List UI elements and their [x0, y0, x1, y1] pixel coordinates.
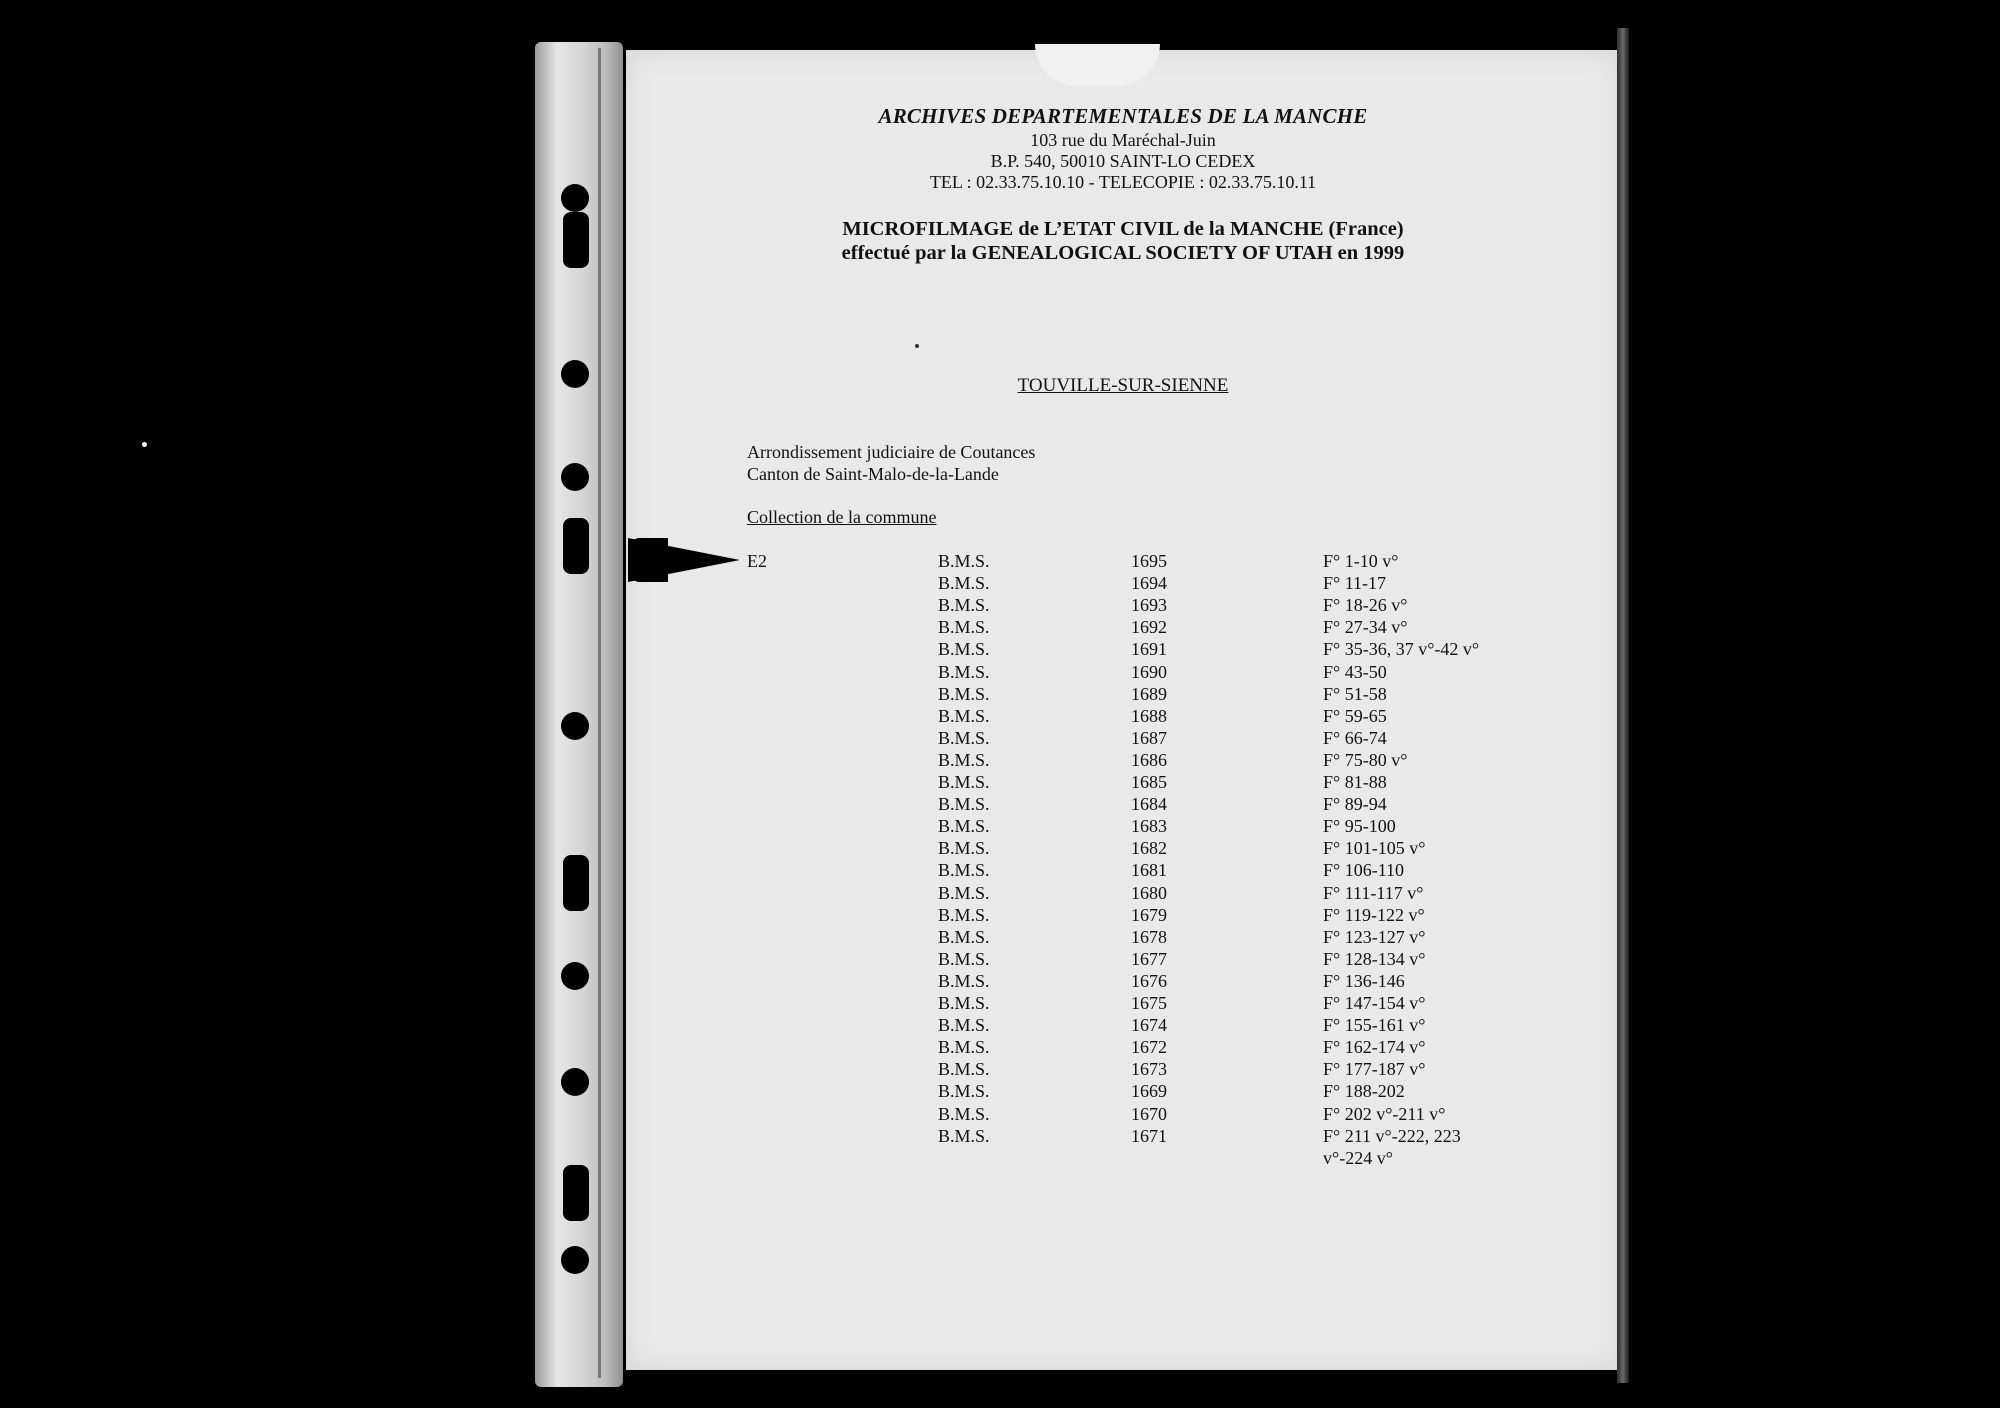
contact-line: TEL : 02.33.75.10.10 - TELECOPIE : 02.33.75.10.11: [929, 172, 1317, 192]
record-folio: F° 35-36, 37 v°-42 v°: [1323, 639, 1480, 660]
record-folio: F° 211 v°-222, 223: [1323, 1125, 1461, 1146]
record-type: B.M.S.: [938, 860, 990, 881]
record-type: B.M.S.: [938, 816, 990, 837]
record-folio: F° 111-117 v°: [1323, 882, 1424, 903]
record-folio: F° 59-65: [1323, 705, 1387, 726]
record-year: 1673: [1131, 1059, 1167, 1080]
record-folio: F° 188-202: [1323, 1081, 1405, 1102]
record-type: B.M.S.: [938, 926, 990, 947]
record-year: 1694: [1131, 573, 1167, 594]
punch-hole-slot: [563, 518, 589, 574]
record-year: 1677: [1131, 948, 1167, 969]
record-folio: F° 95-100: [1323, 816, 1396, 837]
punch-hole-round: [561, 463, 589, 491]
record-folio: F° 81-88: [1323, 772, 1387, 792]
record-year: 1680: [1131, 882, 1167, 903]
record-folio: F° 123-127 v°: [1323, 926, 1426, 947]
record-year: 1675: [1131, 993, 1167, 1013]
record-year: 1695: [1131, 551, 1167, 571]
record-year: 1682: [1131, 838, 1167, 859]
commune-name: TOUVILLE-SUR-SIENNE: [1017, 375, 1229, 396]
record-folio: F° 106-110: [1323, 860, 1405, 881]
punch-hole-slot: [563, 212, 589, 268]
record-type: B.M.S.: [938, 772, 990, 792]
record-type: B.M.S.: [938, 1103, 990, 1124]
record-year: 1692: [1131, 617, 1167, 638]
punch-hole-slot: [563, 1165, 589, 1221]
film-dust-speck: [142, 442, 147, 447]
record-year: 1686: [1131, 749, 1167, 770]
record-year: 1684: [1131, 794, 1167, 815]
record-type: B.M.S.: [938, 573, 990, 594]
record-type: B.M.S.: [938, 749, 990, 770]
record-type: B.M.S.: [938, 551, 990, 571]
microfilm-heading-1: MICROFILMAGE de L’ETAT CIVIL de la MANCHE (France): [842, 218, 1404, 240]
record-folio: F° 119-122 v°: [1323, 904, 1425, 925]
record-folio: F° 202 v°-211 v°: [1323, 1103, 1446, 1124]
record-folio: F° 89-94: [1323, 794, 1387, 815]
arrondissement: Arrondissement judiciaire de Coutances: [747, 442, 1036, 462]
record-type: B.M.S.: [938, 683, 990, 704]
punch-hole-round: [561, 712, 589, 740]
record-type: B.M.S.: [938, 639, 990, 660]
record-type: B.M.S.: [938, 1037, 990, 1058]
record-folio: F° 75-80 v°: [1323, 749, 1408, 770]
record-folio: F° 51-58: [1323, 683, 1387, 704]
archive-title: ARCHIVES DEPARTEMENTALES DE LA MANCHE: [878, 104, 1368, 128]
punch-hole-round: [561, 360, 589, 388]
record-year: 1679: [1131, 904, 1167, 925]
record-folio-continuation: v°-224 v°: [1323, 1147, 1393, 1168]
record-year: 1670: [1131, 1103, 1167, 1124]
record-type: B.M.S.: [938, 727, 990, 748]
record-year: 1674: [1131, 1015, 1167, 1036]
record-year: 1691: [1131, 639, 1167, 660]
record-folio: F° 147-154 v°: [1323, 993, 1426, 1013]
record-folio: F° 27-34 v°: [1323, 617, 1408, 638]
punch-hole-slot: [563, 855, 589, 911]
record-type: B.M.S.: [938, 948, 990, 969]
record-type: B.M.S.: [938, 705, 990, 726]
sleeve-edge: [598, 48, 601, 1378]
punch-hole-round: [561, 1068, 589, 1096]
record-folio: F° 11-17: [1323, 573, 1387, 594]
record-year: 1681: [1131, 860, 1167, 881]
record-folio: F° 177-187 v°: [1323, 1059, 1426, 1080]
record-type: B.M.S.: [938, 617, 990, 638]
record-type: B.M.S.: [938, 1015, 990, 1036]
record-year: 1690: [1131, 661, 1167, 682]
record-folio: F° 66-74: [1323, 727, 1387, 748]
address-line-2: B.P. 540, 50010 SAINT-LO CEDEX: [990, 151, 1256, 171]
record-year: 1693: [1131, 595, 1167, 616]
record-folio: F° 162-174 v°: [1323, 1037, 1426, 1058]
punch-hole-round: [561, 962, 589, 990]
record-folio: F° 1-10 v°: [1323, 551, 1399, 571]
record-year: 1689: [1131, 683, 1167, 704]
record-year: 1672: [1131, 1037, 1167, 1058]
punch-hole-round: [561, 184, 589, 212]
record-type: B.M.S.: [938, 595, 990, 616]
record-year: 1683: [1131, 816, 1167, 837]
record-year: 1685: [1131, 772, 1167, 792]
pointer-marker: [628, 538, 740, 582]
record-year: 1676: [1131, 970, 1167, 991]
record-type: B.M.S.: [938, 1081, 990, 1102]
record-type: B.M.S.: [938, 838, 990, 859]
page-speck: [915, 344, 919, 348]
collection-heading: Collection de la commune: [747, 507, 937, 527]
series-code: E2: [747, 551, 767, 571]
record-folio: F° 43-50: [1323, 661, 1387, 682]
record-type: B.M.S.: [938, 993, 990, 1013]
record-type: B.M.S.: [938, 1125, 990, 1146]
record-year: 1687: [1131, 727, 1167, 748]
record-folio: F° 101-105 v°: [1323, 838, 1426, 859]
record-type: B.M.S.: [938, 882, 990, 903]
canton: Canton de Saint-Malo-de-la-Lande: [747, 464, 999, 484]
record-year: 1688: [1131, 705, 1167, 726]
punch-hole-round: [561, 1246, 589, 1274]
record-year: 1678: [1131, 926, 1167, 947]
address-line-1: 103 rue du Maréchal-Juin: [1030, 130, 1216, 150]
record-type: B.M.S.: [938, 1059, 990, 1080]
record-year: 1669: [1131, 1081, 1167, 1102]
record-type: B.M.S.: [938, 904, 990, 925]
record-year: 1671: [1131, 1125, 1167, 1146]
record-type: B.M.S.: [938, 661, 990, 682]
microfilm-heading-2: effectué par la GENEALOGICAL SOCIETY OF UTAH en 1999: [841, 242, 1405, 264]
record-folio: F° 136-146: [1323, 970, 1405, 991]
record-folio: F° 18-26 v°: [1323, 595, 1408, 616]
record-folio: F° 155-161 v°: [1323, 1015, 1426, 1036]
record-type: B.M.S.: [938, 970, 990, 991]
record-type: B.M.S.: [938, 794, 990, 815]
record-folio: F° 128-134 v°: [1323, 948, 1426, 969]
